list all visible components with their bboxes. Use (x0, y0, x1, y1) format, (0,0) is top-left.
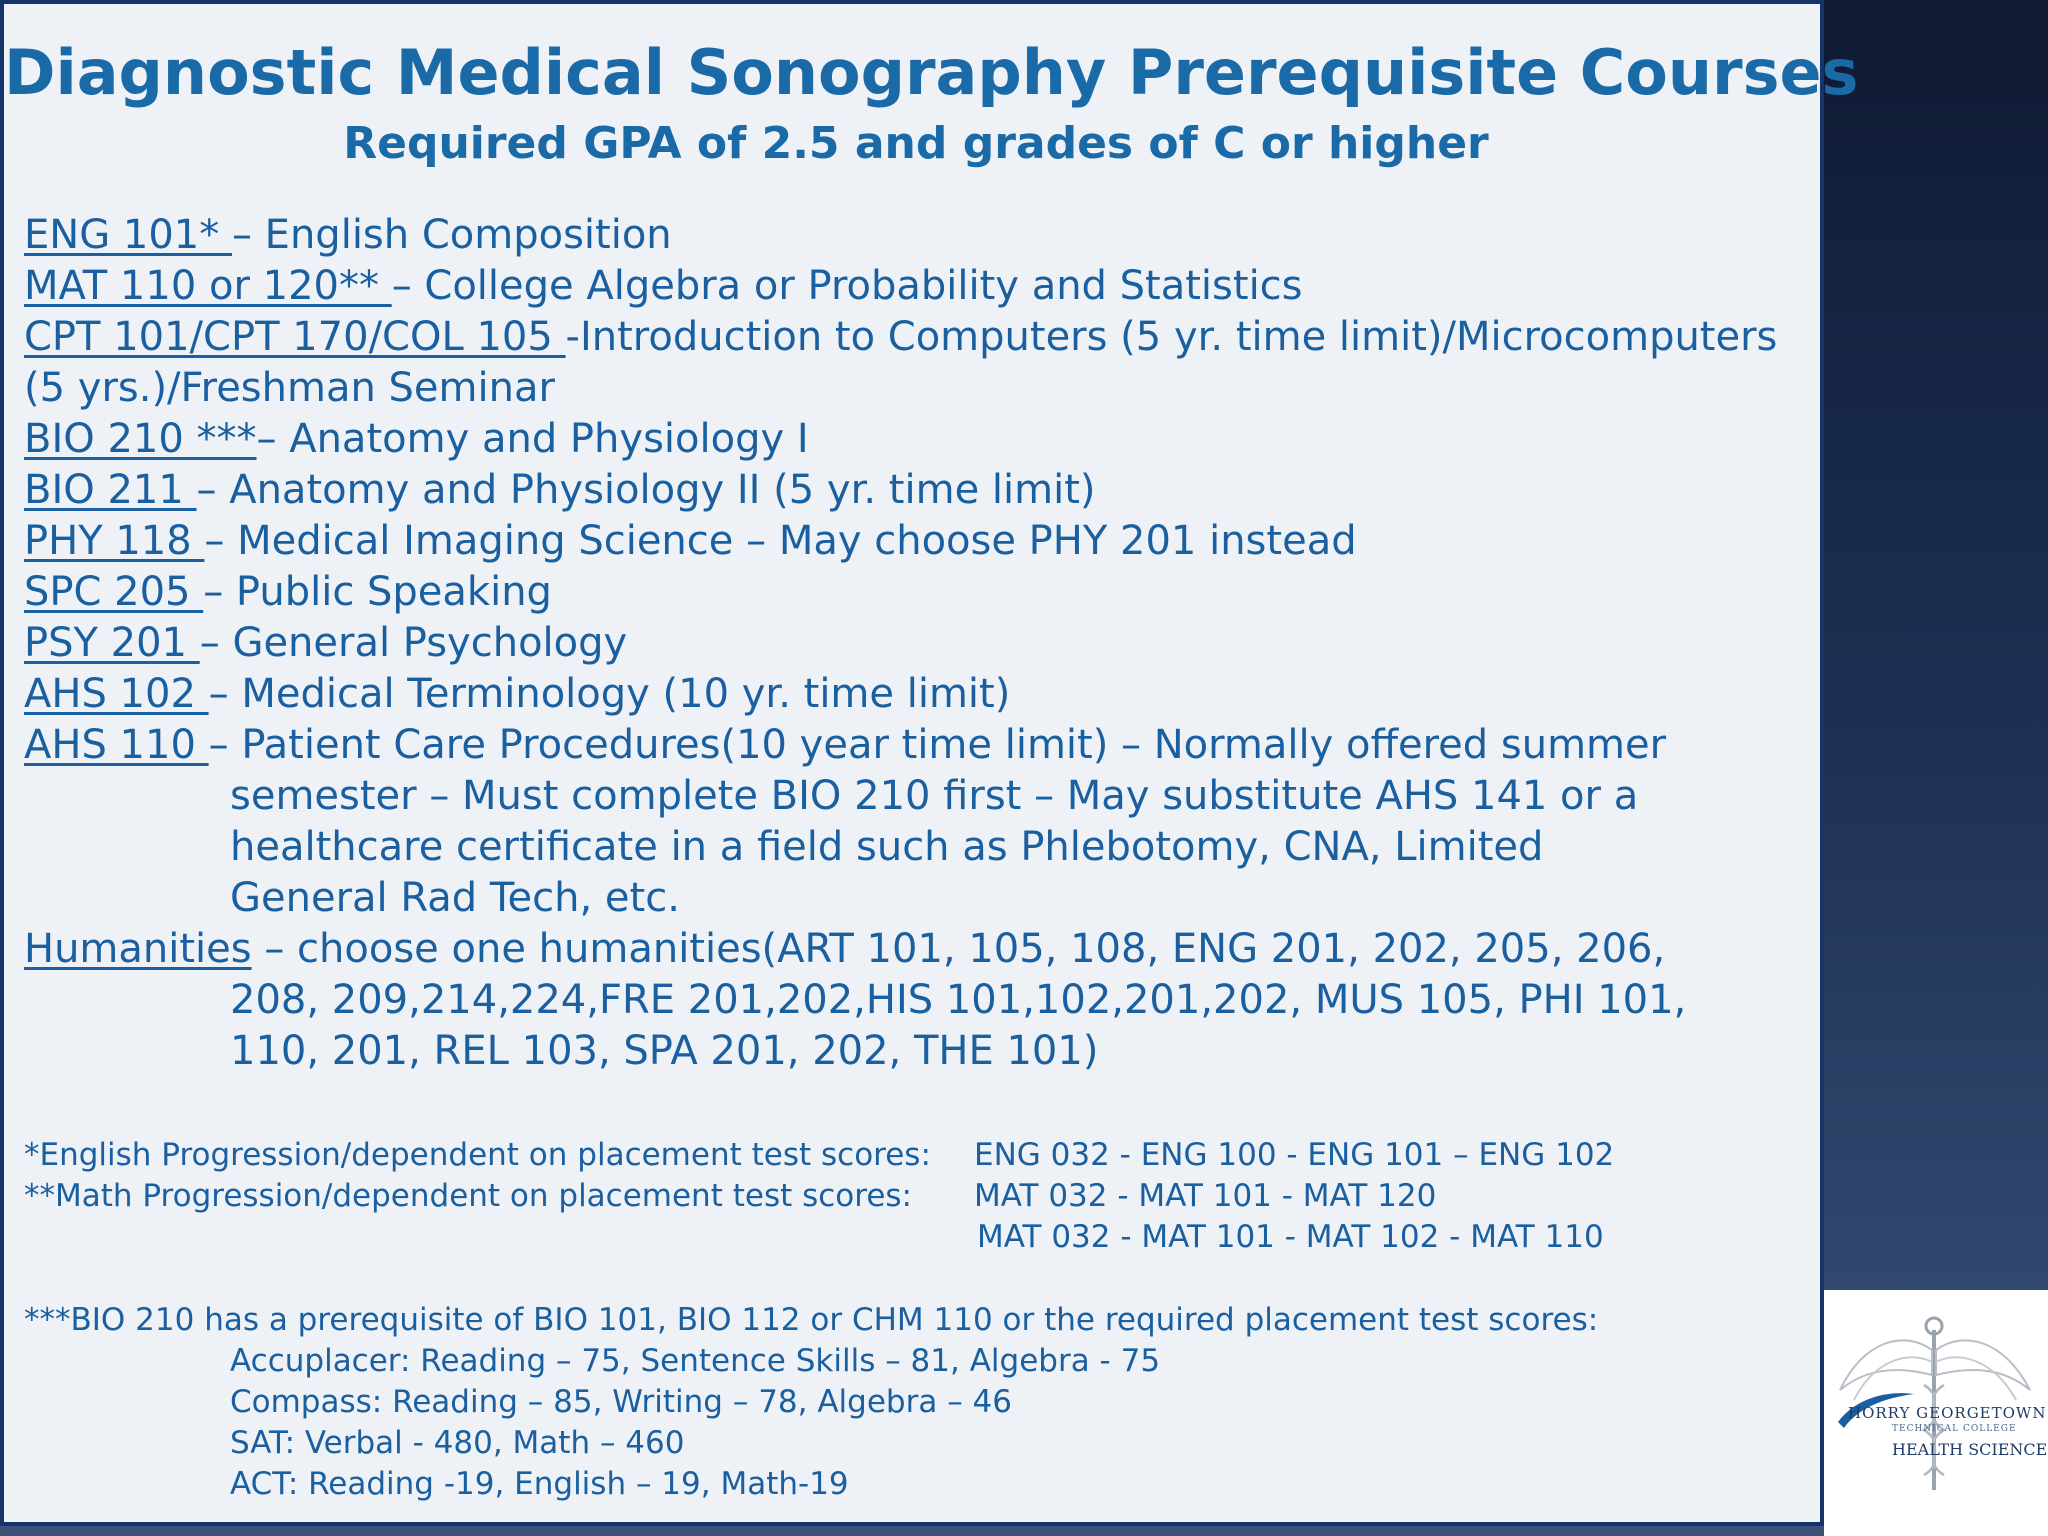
logo-line3: HEALTH SCIENCE (1892, 1440, 2048, 1459)
course-code: PHY 118 (24, 518, 205, 564)
course-desc: – Patient Care Procedures(10 year time limit) – Normally offered summer (208, 722, 1667, 768)
course-desc: – Anatomy and Physiology II (5 yr. time limit) (196, 467, 1096, 513)
course-item-phy118 (24, 516, 1357, 567)
course-item-humanities-cont: 208, 209,214,224,FRE 201,202,HIS 101,102,201,202, MUS 105, PHI 101, (230, 977, 1687, 1023)
course-code: Humanities (24, 926, 252, 972)
course-item-ahs110-cont: General Rad Tech, etc. (230, 875, 680, 921)
note-math-path2: MAT 032 - MAT 101 - MAT 102 - MAT 110 (977, 1219, 1604, 1255)
course-desc: – choose one humanities(ART 101, 105, 108, ENG 201, 202, 205, 206, (251, 926, 1666, 972)
college-logo (1824, 1290, 2048, 1536)
course-desc: – Medical Terminology (10 yr. time limit) (208, 671, 1011, 717)
course-item-mat (24, 261, 1303, 312)
course-code: ENG 101* (24, 212, 232, 258)
course-desc: – Public Speaking (203, 569, 552, 615)
course-code: MAT 110 or 120** (24, 263, 392, 309)
course-code: BIO 211 (24, 467, 197, 513)
course-item-cpt-cont: (5 yrs.)/Freshman Seminar (24, 365, 555, 411)
logo-line2: TECHNICAL COLLEGE (1892, 1424, 2017, 1434)
course-code: AHS 102 (24, 671, 209, 717)
course-item-bio210 (24, 414, 809, 465)
course-item-eng101 (24, 210, 672, 261)
course-item-ahs110-cont: healthcare certificate in a field such as Phlebotomy, CNA, Limited (230, 824, 1544, 870)
course-desc: – English Composition (231, 212, 672, 258)
course-code: AHS 110 (24, 722, 209, 768)
course-item-ahs110-cont: semester – Must complete BIO 210 first – May substitute AHS 141 or a (230, 773, 1639, 819)
page-subtitle: Required GPA of 2.5 and grades of C or higher (343, 118, 1489, 169)
course-item-humanities (24, 924, 1665, 975)
course-desc: – Medical Imaging Science – May choose PHY 201 instead (204, 518, 1357, 564)
note-eng-label: *English Progression/dependent on placement test scores: (24, 1137, 931, 1173)
note-score: Compass: Reading – 85, Writing – 78, Algebra – 46 (230, 1384, 1012, 1420)
course-item-ahs102 (24, 669, 1010, 720)
course-item-ahs110 (24, 720, 1666, 771)
note-score: SAT: Verbal - 480, Math – 460 (230, 1425, 685, 1461)
note-eng-path: ENG 032 - ENG 100 - ENG 101 – ENG 102 (974, 1137, 1615, 1173)
note-score: ACT: Reading -19, English – 19, Math-19 (230, 1466, 849, 1502)
course-code: PSY 201 (24, 620, 200, 666)
logo-line1: HORRY GEORGETOWN (1848, 1404, 2047, 1422)
course-desc: -Introduction to Computers (5 yr. time limit)/Microcomputers (565, 314, 1778, 360)
course-desc: – General Psychology (199, 620, 628, 666)
course-code: CPT 101/CPT 170/COL 105 (24, 314, 566, 360)
course-item-spc205 (24, 567, 552, 618)
course-desc: – College Algebra or Probability and Statistics (391, 263, 1303, 309)
note-math-label: **Math Progression/dependent on placement test scores: (24, 1178, 912, 1214)
course-item-psy201 (24, 618, 627, 669)
course-item-bio211 (24, 465, 1095, 516)
course-desc: – Anatomy and Physiology I (256, 416, 809, 462)
course-item-cpt (24, 312, 1777, 363)
note-math-path1: MAT 032 - MAT 101 - MAT 120 (974, 1178, 1437, 1214)
note-score: Accuplacer: Reading – 75, Sentence Skills – 81, Algebra - 75 (230, 1343, 1161, 1379)
page-title: Diagnostic Medical Sonography Prerequisite Courses (4, 36, 1859, 109)
course-item-humanities-cont: 110, 201, REL 103, SPA 201, 202, THE 101) (230, 1028, 1099, 1074)
course-code: SPC 205 (24, 569, 204, 615)
note-bio-label: ***BIO 210 has a prerequisite of BIO 101, BIO 112 or CHM 110 or the required placement test scores: (24, 1302, 1599, 1338)
course-code: BIO 210 *** (24, 416, 257, 462)
